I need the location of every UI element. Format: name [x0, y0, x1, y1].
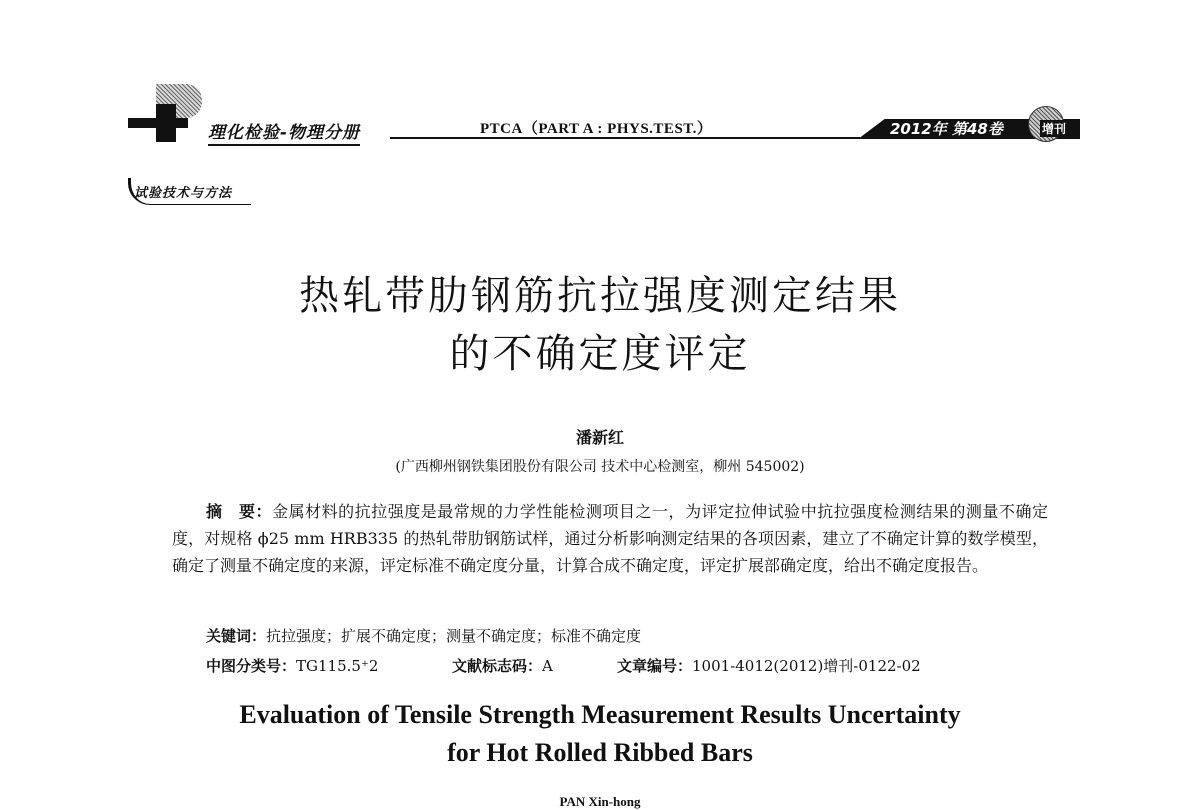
document-code-label: 文献标志码： — [452, 657, 543, 675]
journal-name-en: PTCA（PART A : PHYS.TEST.） — [480, 121, 713, 137]
keywords-label: 关键词： — [206, 627, 267, 645]
journal-name-cn: 理化检验-物理分册 — [208, 118, 360, 146]
year-volume-label: 2012年 第48卷 — [890, 120, 1003, 138]
abstract — [172, 498, 1048, 579]
journal-logo — [128, 84, 206, 144]
column-tag: 试验技术与方法 — [134, 186, 233, 201]
document-code-text: A — [542, 657, 553, 675]
article-number-label: 文章编号： — [617, 657, 693, 675]
classification-text: TG115.5⁺2 — [296, 657, 379, 675]
title-en-line2: for Hot Rolled Ribbed Bars — [447, 738, 753, 767]
keywords — [206, 625, 641, 646]
article-number-text: 1001-4012(2012)增刊-0122-02 — [692, 657, 921, 675]
affiliation-cn: (广西柳州钢铁集团股份有限公司 技术中心检测室，柳州 545002) — [395, 459, 805, 475]
author-cn: 潘新红 — [575, 428, 624, 447]
issue-label: 增刊 — [1042, 122, 1067, 136]
abstract-label: 摘 要： — [206, 502, 273, 521]
title-cn-line1: 热轧带肋钢筋抗拉强度测定结果 — [299, 273, 901, 319]
title-en-line1: Evaluation of Tensile Strength Measurement Results Uncertainty — [239, 700, 961, 729]
article-number — [617, 655, 921, 676]
title-cn-line2: 的不确定度评定 — [449, 331, 751, 377]
classification-label: 中图分类号： — [206, 657, 297, 675]
document-code — [452, 655, 553, 676]
keywords-text: 抗拉强度；扩展不确定度；测量不确定度；标准不确定度 — [266, 627, 642, 645]
author-en: PAN Xin-hong — [559, 794, 641, 809]
abstract-text: 金属材料的抗拉强度是最常规的力学性能检测项目之一，为评定拉伸试验中抗拉强度检测结果的测量不确定度，对规格 ϕ25 mm HRB335 的热轧带肋钢筋试样，通过分析影响测定结果的各项因素，建立了不确定计算的数学模型，确定了测量不确定度的来源，评定标准不确定度分量，计算合成不确定度，评定扩展部确定度，给出不确定度报告。 — [172, 502, 1048, 575]
classification — [206, 655, 378, 676]
